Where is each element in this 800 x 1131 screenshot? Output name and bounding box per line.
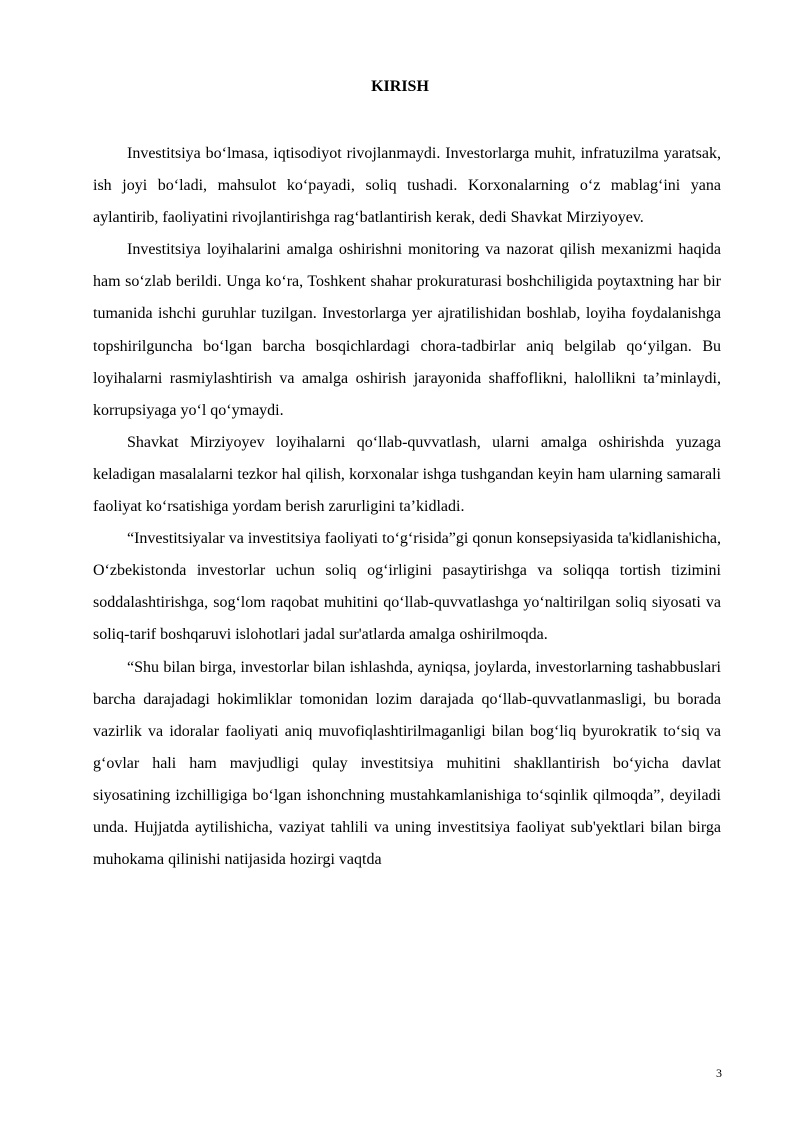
body-text <box>93 138 721 876</box>
paragraph: Investitsiya loyihalarini amalga oshirishni monitoring va nazorat qilish mexanizmi haqida ham so‘zlab berildi. Unga ko‘ra, Toshkent shahar prokuraturasi boshchiligida poytaxtning har bir tumanida ishchi guruhlar tuzilgan. Investorlarga yer ajratilishidan boshlab, loyiha foydalanishga topshirilguncha bo‘lgan barcha bosqichlardagi chora-tadbirlar aniq belgilab qo‘yilgan. Bu loyihalarni rasmiylashtirish va amalga oshirish jarayonida shaffoflikni, halollikni ta’minlaydi, korrupsiyaga yo‘l qo‘ymaydi. <box>93 241 721 419</box>
page-title: KIRISH <box>371 78 429 95</box>
paragraph: Shavkat Mirziyoyev loyihalarni qo‘llab-quvvatlash, ularni amalga oshirishda yuzaga keladigan masalalarni tezkor hal qilish, korxonalar ishga tushgandan keyin ham ularning samarali faoliyat ko‘rsatishiga yordam berish zarurligini ta’kidladi. <box>93 433 721 516</box>
paragraph: “Investitsiyalar va investitsiya faoliyati to‘g‘risida”gi qonun konsepsiyasida ta'kidlanishicha, O‘zbekistonda investorlar uchun soliq og‘irligini pasaytirishga va soliqqa tortish tizimini soddalashtirishga, sog‘lom raqobat muhitini qo‘llab-quvvatlashga yo‘naltirilgan soliq siyosati va soliq-tarif boshqaruvi islohotlari jadal sur'atlarda amalga oshirilmoqda. <box>93 530 721 644</box>
paragraph-last: “Shu bilan birga, investorlar bilan ishlashda, ayniqsa, joylarda, investorlarning tashabbuslari barcha darajadagi hokimliklar tomonidan lozim darajada qo‘llab-quvvatlanmasligi, bu borada vazirlik va idoralar faoliyati aniq muvofiqlashtirilmaganligi bilan bog‘liq byurokratik to‘siq va g‘ovlar hali ham mavjudligi qulay investitsiya muhitini shakllantirish bo‘yicha davlat siyosatining izchilligiga bo‘lgan ishonchning mustahkamlanishiga to‘sqinlik qilmoqda”, deyiladi unda. Hujjatda aytilishicha, vaziyat tahlili va uning investitsiya faoliyat sub'yektlari bilan birga muhokama qilinishi natijasida hozirgi vaqtda <box>93 658 721 869</box>
paragraph: Investitsiya bo‘lmasa, iqtisodiyot rivojlanmaydi. Investorlarga muhit, infratuzilma yaratsak, ish joyi bo‘ladi, mahsulot ko‘payadi, soliq tushadi. Korxonalarning o‘z mablag‘ini yana aylantirib, faoliyatini rivojlantirishga rag‘batlantirish kerak, dedi Shavkat Mirziyoyev. <box>93 145 721 227</box>
page-number: 3 <box>716 1066 722 1080</box>
